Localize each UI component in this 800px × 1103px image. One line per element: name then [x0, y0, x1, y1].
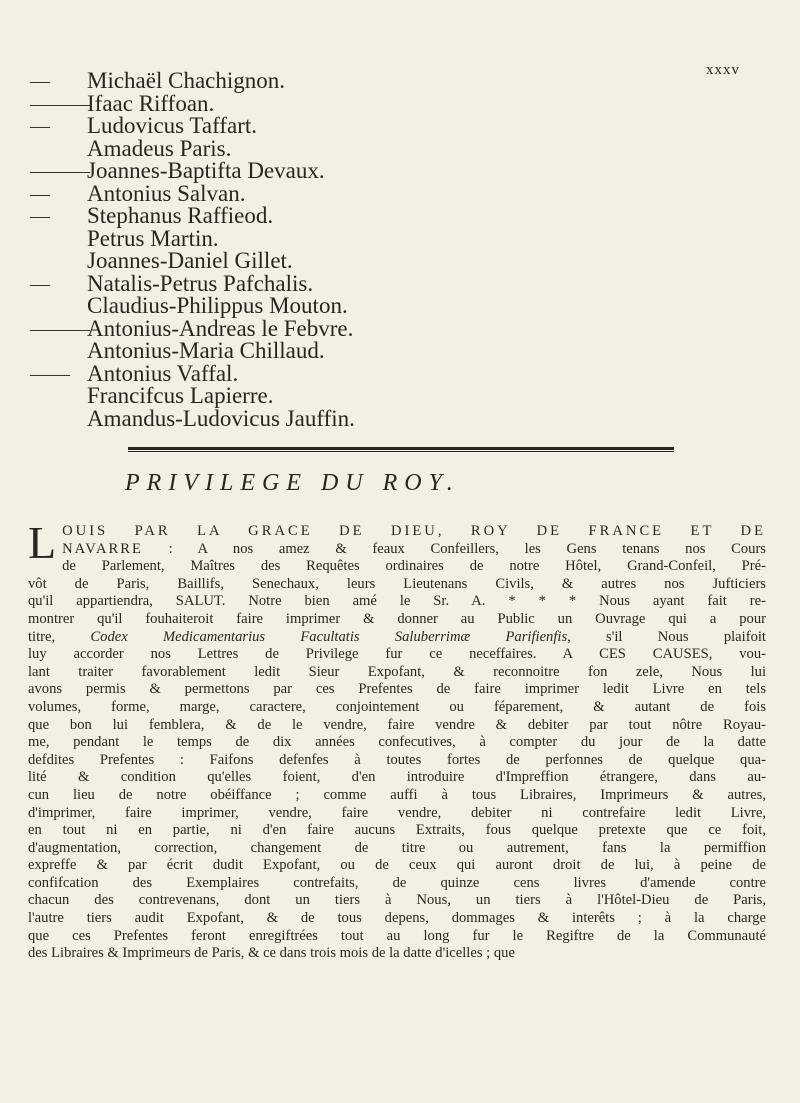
- drop-cap: L: [28, 517, 57, 568]
- opening-line-2: NAVARRE : A nos amez & feaux Confeillers, les Gens tenans nos Cours: [62, 540, 766, 557]
- name-entry: [30, 160, 450, 183]
- name-entry: [30, 270, 450, 296]
- text-line: me, pendant le temps de dix années confecutives, à compter du jour de la datte: [28, 734, 766, 751]
- text-line: chacun des contrevenans, dont un tiers à Nous, un tiers à l'Hôtel-Dieu de Paris,: [28, 892, 766, 909]
- name-entry: [30, 295, 450, 318]
- text-line: titre, Codex Medicamentarius Facultatis Saluberrimæ Parifienfis, s'il Nous plaifoit: [28, 628, 766, 645]
- entry-name: Claudius-Philippus Mouton.: [87, 293, 348, 318]
- double-rule-divider: [128, 447, 674, 452]
- text-line: expreffe & par écrit dudit Expofant, ou de ceux qui auront droit de lui, à peine de: [28, 857, 766, 874]
- body-lines: [28, 558, 766, 963]
- entry-name: Michaël Chachignon.: [87, 68, 286, 93]
- entry-name: Amandus-Ludovicus Jauffin.: [87, 405, 355, 431]
- name-entry: [30, 315, 450, 341]
- privilege-text: [28, 517, 766, 963]
- text-line: des Libraires & Imprimeurs de Paris, & ce dans trois mois de la datte d'icelles ; que: [28, 945, 515, 962]
- text-line: de Parlement, Maîtres des Requêtes ordinaires de notre Hôtel, Grand-Confeil, Pré-: [62, 558, 766, 575]
- text-line: que ces Prefentes feront enregiftrées tout au long fur le Regiftre de la Communauté: [28, 927, 766, 944]
- name-entry: [30, 180, 450, 206]
- text-line: d'imprimer, faire imprimer, vendre, faire vendre, debiter ni contrefaire ledit Livre,: [28, 804, 766, 821]
- text-line: que bon lui femblera, & de le vendre, faire vendre & debiter par tout nôtre Royau-: [28, 716, 766, 733]
- entry-name: Antonius-Maria Chillaud.: [87, 338, 325, 363]
- entry-name: Antonius-Andreas le Febvre.: [87, 315, 354, 341]
- entry-dash: —: [30, 182, 50, 205]
- text-line: defdites Prefentes : Faifons defenfes à toutes fortes de perfonnes de quelque qua-: [28, 751, 766, 768]
- name-entry: [30, 250, 450, 273]
- text-line: vôt de Paris, Baillifs, Senechaux, leurs Lieutenans Civils, & autres nos Jufticiers: [28, 575, 766, 592]
- text-line: lant traiter favorablement ledit Sieur Expofant, & reconnoitre fon zele, Nous lui: [28, 663, 766, 680]
- opening-line: OUIS PAR LA GRACE DE DIEU, ROY DE FRANCE ET DE: [62, 523, 766, 539]
- entry-name: Joannes-Baptifta Devaux.: [87, 158, 325, 183]
- text-line: d'augmentation, correction, changement de titre ou autrement, fans la permiffion: [28, 839, 766, 856]
- text-line: cun lieu de notre obéiffance ; comme auffi à tous Libraires, Imprimeurs & autres,: [28, 786, 766, 803]
- entry-name: Francifcus Lapierre.: [87, 383, 274, 408]
- text-line: luy accorder nos Lettres de Privilege fur ce neceffaires. A CES CAUSES, vou-: [28, 646, 766, 663]
- entry-name: Antonius Salvan.: [87, 180, 246, 206]
- entry-name: Joannes-Daniel Gillet.: [87, 248, 293, 273]
- name-entry: [30, 360, 450, 386]
- entry-name: Natalis-Petrus Pafchalis.: [87, 270, 314, 296]
- entry-name: Ifaac Riffoan.: [87, 90, 215, 116]
- names-list: [30, 70, 450, 430]
- entry-name: Antonius Vaffal.: [87, 360, 239, 386]
- entry-dash: —: [30, 272, 50, 295]
- name-entry: [30, 70, 450, 93]
- name-entry: [30, 405, 450, 431]
- entry-dash: —: [30, 70, 50, 92]
- text-line: volumes, forme, marge, caractere, conjointement ou féparement, & autant de fois: [28, 698, 766, 715]
- name-entry: [30, 205, 450, 228]
- name-entry: [30, 225, 450, 251]
- text-line: avons permis & permettons par ces Prefentes de faire imprimer ledit Livre en tels: [28, 681, 766, 698]
- text-line: montrer qu'il fouhaiteroit faire imprimer & donner au Public un Ouvrage qui a pour: [28, 610, 766, 627]
- entry-dash: —: [30, 205, 50, 227]
- text-line: qu'il appartiendra, SALUT. Notre bien amé le Sr. A. * * * Nous ayant fait re-: [28, 593, 766, 610]
- entry-dash: —: [30, 115, 50, 137]
- name-entry: [30, 135, 450, 161]
- entry-name: Petrus Martin.: [87, 225, 219, 251]
- name-entry: [30, 115, 450, 138]
- entry-dash: ———: [30, 160, 90, 182]
- entry-dash: ———: [30, 317, 90, 340]
- text-line: l'autre tiers audit Expofant, & de tous depens, dommages & interêts ; à la charge: [28, 910, 766, 927]
- entry-dash: ——: [30, 362, 70, 385]
- text-line: confifcation des Exemplaires contrefaits, de quinze cens livres d'amende contre: [28, 874, 766, 891]
- text-line: en tout ni en partie, ni d'en faire aucuns Extraits, fous quelque pretexte que ce foit,: [28, 822, 766, 839]
- name-entry: [30, 340, 450, 363]
- entry-name: Stephanus Raffieod.: [87, 203, 274, 228]
- page-number: xxxv: [706, 62, 740, 78]
- entry-name: Ludovicus Taffart.: [87, 113, 257, 138]
- name-entry: [30, 90, 450, 116]
- entry-dash: ———: [30, 92, 90, 115]
- privilege-heading: PRIVILEGE DU ROY.: [125, 470, 460, 496]
- entry-name: Amadeus Paris.: [87, 135, 232, 161]
- text-line: lité & condition qu'elles foient, d'en introduire d'Impreffion étrangere, dans au-: [28, 769, 766, 786]
- name-entry: [30, 385, 450, 408]
